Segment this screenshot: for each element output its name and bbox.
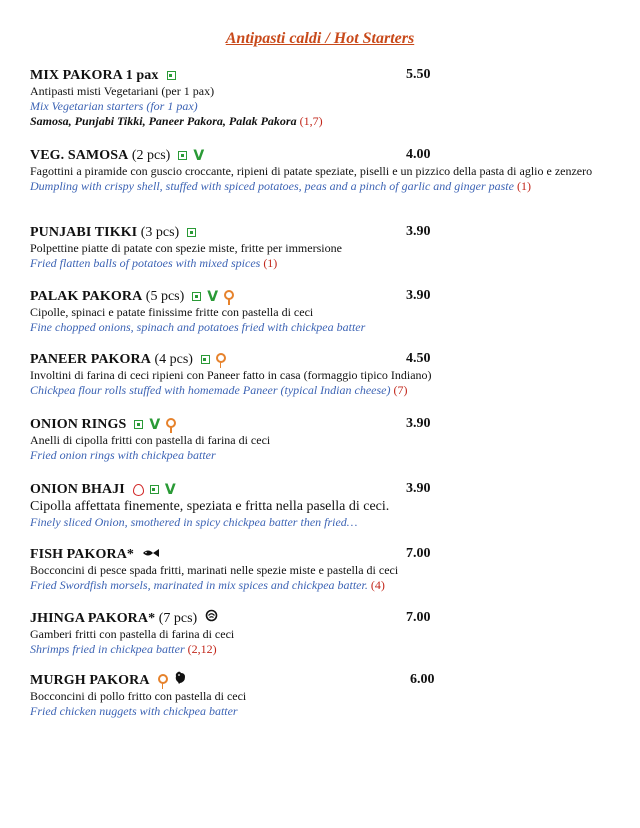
veg-icon — [192, 292, 201, 301]
chicken-icon — [174, 671, 187, 690]
item-price: 7.00 — [406, 610, 431, 625]
item-name-line — [30, 223, 620, 241]
menu-item-paneer-pakora — [30, 350, 620, 398]
item-name: MIX PAKORA 1 pax — [30, 68, 159, 83]
item-name-line — [30, 545, 620, 563]
item-description-en: Finely sliced Onion, smothered in spicy chickpea batter then fried… — [30, 515, 358, 529]
item-name: PUNJABI TIKKI — [30, 225, 138, 240]
item-name-line — [30, 415, 620, 433]
item-name-line — [30, 66, 620, 84]
spicy-icon — [224, 290, 234, 300]
menu-item-mix-pakora — [30, 66, 620, 129]
menu-item-murgh-pakora — [30, 671, 620, 719]
item-name-line — [30, 146, 620, 164]
item-description-it: Gamberi fritti con pastella di farina di ceci — [30, 627, 235, 641]
item-quantity: (3 pcs) — [137, 225, 180, 240]
item-name-line — [30, 287, 620, 305]
item-quantity: (5 pcs) — [142, 289, 185, 304]
item-name: FISH PAKORA* — [30, 547, 134, 562]
diet-icons — [142, 545, 162, 563]
item-description-en — [30, 383, 620, 398]
vegan-icon: V — [149, 416, 161, 433]
diet-icons — [134, 415, 178, 433]
diet-icons — [133, 480, 178, 498]
description-en-text: Fried flatten balls of potatoes with mixed spices — [30, 256, 264, 270]
item-price: 4.50 — [406, 351, 431, 366]
item-name: VEG. SAMOSA — [30, 148, 129, 163]
menu-section-title: Antipasti caldi / Hot Starters — [225, 30, 415, 47]
diet-icons — [158, 671, 189, 690]
shrimp-icon — [205, 609, 218, 627]
item-description-en — [30, 578, 620, 593]
item-price: 5.50 — [406, 67, 431, 82]
item-description-it: Cipolle, spinaci e patate finissime fritte con pastella di ceci — [30, 305, 314, 319]
vegan-icon: V — [193, 147, 205, 164]
item-description-en — [30, 642, 620, 657]
item-price: 4.00 — [406, 147, 431, 162]
item-name: MURGH PAKORA — [30, 673, 150, 689]
item-quantity: (2 pcs) — [128, 148, 171, 163]
item-description-en: Fried chicken nuggets with chickpea batter — [30, 704, 238, 718]
item-name: PANEER PAKORA — [30, 352, 151, 367]
allergen-codes: (2,12) — [187, 642, 217, 656]
item-name-line — [30, 480, 620, 498]
veg-icon — [150, 485, 159, 494]
item-name-line — [30, 671, 620, 689]
item-description-it: Polpettine piatte di patate con spezie miste, fritte per immersione — [30, 241, 342, 255]
veg-icon — [178, 151, 187, 160]
menu-item-punjabi-tikki — [30, 223, 620, 271]
allergen-codes: (1,7) — [299, 114, 323, 128]
item-name-line — [30, 350, 620, 368]
onion-icon — [133, 484, 144, 496]
diet-icons — [201, 350, 228, 368]
item-description-it: Bocconcini di pollo fritto con pastella di ceci — [30, 689, 247, 703]
menu-item-veg-samosa — [30, 146, 620, 194]
fish-icon — [142, 545, 160, 563]
item-price: 3.90 — [406, 224, 431, 239]
spicy-icon — [158, 674, 168, 684]
diet-icons — [205, 609, 220, 627]
item-description-it: Cipolla affettata finemente, speziata e fritta nella pasella di ceci. — [30, 499, 390, 514]
item-description-en: Fine chopped onions, spinach and potatoes fried with chickpea batter — [30, 320, 366, 334]
veg-icon — [167, 71, 176, 80]
item-description-it: Fagottini a piramide con guscio croccante, ripieni di patate speziate, piselli e un pizzico della pasta di aglio e zenzero — [30, 164, 593, 178]
item-description-en: Mix Vegetarian starters (for 1 pax) — [30, 99, 198, 113]
description-en-text: Chickpea flour rolls stuffed with homemade Paneer (typical Indian cheese) — [30, 383, 394, 397]
item-price: 6.00 — [410, 672, 435, 687]
item-description-en — [30, 179, 620, 194]
item-description-en — [30, 256, 620, 271]
item-price: 3.90 — [406, 481, 431, 496]
item-name: ONION BHAJI — [30, 482, 125, 497]
item-quantity: (7 pcs) — [155, 611, 198, 626]
item-name-line — [30, 609, 620, 627]
menu-item-fish-pakora — [30, 545, 620, 593]
diet-icons — [167, 66, 178, 84]
components-text: Samosa, Punjabi Tikki, Paneer Pakora, Palak Pakora — [30, 114, 300, 128]
item-name: PALAK PAKORA — [30, 289, 143, 304]
item-price: 3.90 — [406, 416, 431, 431]
allergen-codes: (4) — [370, 578, 385, 592]
description-en-text: Fried Swordfish morsels, marinated in mix spices and chickpea batter. — [30, 578, 371, 592]
diet-icons — [187, 223, 198, 241]
vegan-icon: V — [164, 481, 176, 498]
veg-icon — [201, 355, 210, 364]
allergen-codes: (1) — [263, 256, 278, 270]
item-description-it: Antipasti misti Vegetariani (per 1 pax) — [30, 84, 215, 98]
item-description-it: Bocconcini di pesce spada fritti, marinati nelle spezie miste e pastella di ceci — [30, 563, 399, 577]
item-price: 3.90 — [406, 288, 431, 303]
allergen-codes: (1) — [516, 179, 531, 193]
item-name: ONION RINGS — [30, 417, 127, 432]
menu-item-palak-pakora — [30, 287, 620, 335]
allergen-codes: (7) — [393, 383, 408, 397]
item-price: 7.00 — [406, 546, 431, 561]
item-description-en: Fried onion rings with chickpea batter — [30, 448, 216, 462]
description-en-text: Shrimps fried in chickpea batter — [30, 642, 188, 656]
item-description-it: Involtini di farina di ceci ripieni con Paneer fatto in casa (formaggio tipico Indiano) — [30, 368, 432, 382]
menu-item-onion-bhaji — [30, 480, 620, 530]
item-components — [30, 114, 620, 129]
veg-icon — [134, 420, 143, 429]
item-description-it: Anelli di cipolla fritti con pastella di farina di ceci — [30, 433, 271, 447]
diet-icons — [192, 287, 236, 305]
veg-icon — [187, 228, 196, 237]
description-en-text: Dumpling with crispy shell, stuffed with spiced potatoes, peas and a pinch of garlic and ginger paste — [30, 179, 517, 193]
menu-item-onion-rings — [30, 415, 620, 463]
spicy-icon — [216, 353, 226, 363]
diet-icons — [178, 146, 206, 164]
spicy-icon — [166, 418, 176, 428]
menu-item-jhinga-pakora — [30, 609, 620, 657]
item-quantity: (4 pcs) — [150, 352, 193, 367]
vegan-icon: V — [207, 288, 219, 305]
item-name: JHINGA PAKORA* — [30, 611, 156, 626]
